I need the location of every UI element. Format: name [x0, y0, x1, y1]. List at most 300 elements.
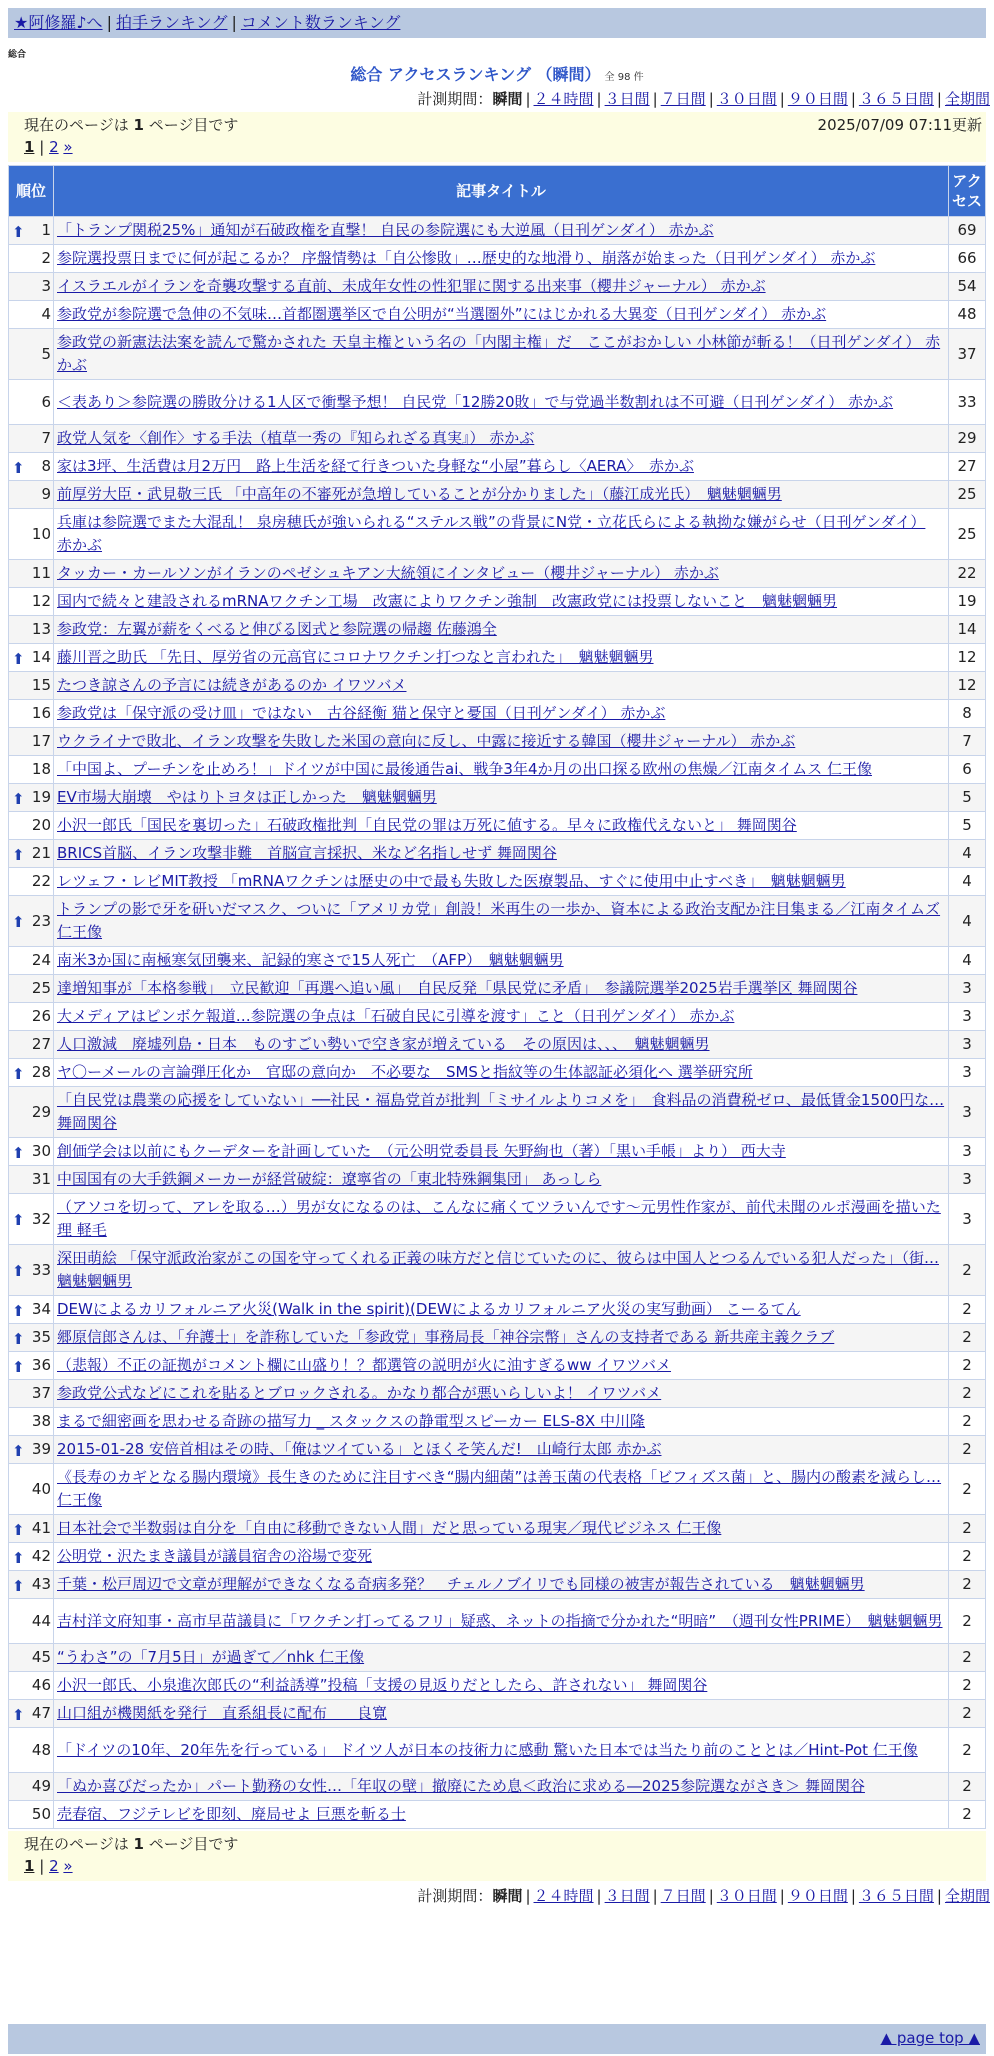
- article-link[interactable]: 吉村洋文府知事・高市早苗議員に「ワクチン打ってるフリ」疑惑、ネットの指摘で分かれた“明暗” （週刊女性PRIME） 魑魅魍魎男: [57, 1611, 943, 1630]
- article-link[interactable]: 売春宿、フジテレビを即刻、廃局せよ 巨悪を斬る士: [57, 1805, 406, 1823]
- title-cell: [54, 1194, 949, 1245]
- article-link[interactable]: 参院選投票日までに何が起こるか？ 序盤情勢は「自公惨敗」…歴史的な地滑り、崩落が始まった（日刊ゲンダイ） 赤かぶ: [57, 249, 876, 267]
- page-info-bottom: [8, 1831, 986, 1881]
- rank-number: 9: [41, 485, 51, 503]
- table-row: [9, 380, 986, 425]
- article-link[interactable]: 創価学会は以前にもクーデターを計画していた （元公明党委員長 矢野絢也（著）「黒い手帳」より） 西大寺: [57, 1142, 786, 1160]
- title-cell: [54, 756, 949, 784]
- title-cell: [54, 453, 949, 481]
- title-cell: [54, 1245, 949, 1296]
- home-link[interactable]: ★阿修羅♪へ: [14, 13, 103, 32]
- item-count: 全 98 件: [604, 72, 644, 83]
- title-cell: [54, 784, 949, 812]
- title-cell: [54, 1728, 949, 1773]
- rank-cell: [9, 1571, 54, 1599]
- rank-number: 40: [31, 1479, 51, 1498]
- title-cell: [54, 1166, 949, 1194]
- rank-number: 8: [41, 457, 51, 475]
- period-option-5[interactable]: ９０日間: [787, 90, 848, 108]
- title-cell: [54, 1380, 949, 1408]
- table-row: [9, 481, 986, 509]
- article-link[interactable]: 千葉・松戸周辺で文章が理解ができなくなる奇病多発？ チェルノブイリでも同様の被害が報告されている 魑魅魍魎男: [57, 1575, 865, 1593]
- article-link[interactable]: EV市場大崩壊 やはりトヨタは正しかった 魑魅魍魎男: [57, 788, 437, 806]
- comment-ranking-link[interactable]: コメント数ランキング: [240, 13, 401, 32]
- rank-cell: [9, 975, 54, 1003]
- rank-cell: [9, 1801, 54, 1829]
- rank-number: 29: [31, 1102, 51, 1121]
- rank-cell: [9, 1380, 54, 1408]
- access-count: 12: [949, 672, 986, 700]
- rank-cell: [9, 1087, 54, 1138]
- article-link[interactable]: 参政党は「保守派の受け皿」ではない 古谷経衡 猫と保守と憂国（日刊ゲンダイ） 赤かぶ: [57, 704, 666, 722]
- table-row: [9, 1515, 986, 1543]
- rank-cell: [9, 481, 54, 509]
- access-count: 5: [949, 812, 986, 840]
- table-row: [9, 1599, 986, 1644]
- article-link[interactable]: レツェフ・レビMIT教授 「mRNAワクチンは歴史の中で最も失敗した医療製品、すぐに使用中止すべき」 魑魅魍魎男: [57, 872, 846, 890]
- title-cell: [54, 896, 949, 947]
- rank-cell: [9, 509, 54, 560]
- rank-cell: [9, 1599, 54, 1644]
- rank-cell: [9, 273, 54, 301]
- up-arrow-icon: ⬆: [12, 1064, 25, 1083]
- rank-cell: [9, 840, 54, 868]
- rank-cell: [9, 1644, 54, 1672]
- up-arrow-icon: ⬆: [12, 845, 25, 864]
- article-link[interactable]: 参政党公式などにこれを貼るとブロックされる。かなり都合が悪いらしいよ！ イワツバメ: [57, 1384, 662, 1402]
- rank-cell: [9, 896, 54, 947]
- article-link[interactable]: 中国国有の大手鉄鋼メーカーが経営破綻：遼寧省の「東北特殊鋼集団」 あっしら: [57, 1170, 602, 1188]
- access-count: 2: [949, 1408, 986, 1436]
- title-cell: [54, 975, 949, 1003]
- table-row: [9, 672, 986, 700]
- article-link[interactable]: トランプの影で牙を研いだマスク、ついに「アメリカ党」創設！米再生の一歩か、資本による政治支配か注目集まる／江南タイムズ 仁王像: [57, 900, 941, 941]
- article-link[interactable]: “うわさ”の「7月5日」が過ぎて／nhk 仁王像: [57, 1648, 365, 1666]
- access-count: 2: [949, 1380, 986, 1408]
- table-row: [9, 1380, 986, 1408]
- period-option-2[interactable]: ３日間: [604, 1887, 650, 1905]
- title-cell: [54, 947, 949, 975]
- rank-number: 13: [31, 620, 51, 638]
- access-count: 3: [949, 1031, 986, 1059]
- period-option-0: 瞬間: [492, 1887, 523, 1905]
- article-link[interactable]: 人口激減 廃墟列島・日本 ものすごい勢いで空き家が増えている その原因は、、、 魑魅魍魎男: [57, 1035, 710, 1053]
- table-row: [9, 812, 986, 840]
- article-link[interactable]: 「トランプ関税25%」通知が石破政権を直撃！ 自民の参院選にも大逆風（日刊ゲンダイ） 赤かぶ: [57, 221, 714, 239]
- rank-number: 37: [31, 1384, 51, 1402]
- top-nav-bar: [8, 8, 986, 38]
- up-arrow-icon: ⬆: [12, 458, 25, 477]
- table-row: [9, 1059, 986, 1087]
- up-arrow-icon: ⬆: [12, 1520, 25, 1539]
- table-row: [9, 301, 986, 329]
- period-option-7[interactable]: 全期間: [944, 90, 990, 108]
- period-separator: |: [525, 90, 531, 108]
- rank-cell: [9, 560, 54, 588]
- page-info-top: [8, 112, 986, 162]
- title-cell: [54, 329, 949, 380]
- rank-cell: [9, 1296, 54, 1324]
- rank-number: 27: [31, 1035, 51, 1053]
- rank-number: 38: [31, 1412, 51, 1430]
- table-row: [9, 1644, 986, 1672]
- page-2-link[interactable]: 2: [49, 138, 59, 156]
- table-row: [9, 1571, 986, 1599]
- article-link[interactable]: 政党人気を〈創作〉する手法（植草一秀の『知られざる真実』） 赤かぶ: [57, 429, 535, 447]
- article-link[interactable]: 兵庫は参院選でまた大混乱！ 泉房穂氏が強いられる“ステルス戦”の背景にN党・立花氏らによる執拗な嫌がらせ（日刊ゲンダイ） 赤かぶ: [57, 513, 926, 554]
- access-count: 2: [949, 1672, 986, 1700]
- title-cell: [54, 1599, 949, 1644]
- article-link[interactable]: 南米3か国に南極寒気団襲来、記録的寒さで15人死亡 （AFP） 魑魅魍魎男: [57, 951, 564, 969]
- rank-number: 6: [41, 392, 51, 411]
- page-1-current: 1: [24, 1857, 35, 1875]
- access-count: 27: [949, 453, 986, 481]
- rank-number: 35: [31, 1328, 51, 1346]
- article-link[interactable]: （アソコを切って、アレを取る…）男が女になるのは、こんなに痛くてツラいんです〜元男性作家が、前代未聞のルポ漫画を描いた理 軽毛: [57, 1198, 941, 1239]
- article-link[interactable]: 「中国よ、プーチンを止めろ！」ドイツが中国に最後通告ai、戦争3年4か月の出口探る欧州の焦燥／江南タイムス 仁王像: [57, 760, 872, 778]
- table-row: [9, 1408, 986, 1436]
- title-cell: [54, 301, 949, 329]
- rank-number: 43: [31, 1575, 51, 1593]
- rank-number: 42: [31, 1547, 51, 1565]
- article-link[interactable]: 《長寿のカギとなる腸内環境》長生きのために注目すべき“腸内細菌”は善玉菌の代表格「ビフィズス菌」と、腸内の酸素を減らし… 仁王像: [57, 1468, 942, 1509]
- rank-number: 31: [31, 1170, 51, 1188]
- table-row: [9, 1296, 986, 1324]
- title-cell: [54, 700, 949, 728]
- access-count: 6: [949, 756, 986, 784]
- period-separator: |: [850, 1887, 856, 1905]
- table-row: [9, 947, 986, 975]
- table-row: [9, 273, 986, 301]
- access-count: 48: [949, 301, 986, 329]
- access-count: 2: [949, 1324, 986, 1352]
- access-count: 2: [949, 1436, 986, 1464]
- title-cell: [54, 1087, 949, 1138]
- title-cell: [54, 245, 949, 273]
- period-option-2[interactable]: ３日間: [604, 90, 650, 108]
- title-cell: [54, 1801, 949, 1829]
- access-count: 25: [949, 481, 986, 509]
- up-arrow-icon: ⬆: [12, 1441, 25, 1460]
- rank-number: 49: [31, 1777, 51, 1795]
- nav-separator: |: [231, 13, 237, 32]
- table-row: [9, 217, 986, 245]
- rank-cell: [9, 784, 54, 812]
- period-option-3[interactable]: ７日間: [660, 1887, 706, 1905]
- table-row: [9, 560, 986, 588]
- article-link[interactable]: 達増知事が「本格参戦」 立民歓迎「再選へ追い風」 自民反発「県民党に矛盾」 参議院選挙2025岩手選挙区 舞岡関谷: [57, 979, 858, 997]
- title-cell: [54, 380, 949, 425]
- rank-cell: [9, 329, 54, 380]
- article-link[interactable]: たつき諒さんの予言には続きがあるのか イワツバメ: [57, 676, 407, 694]
- period-label: 計測期間：: [417, 1887, 493, 1905]
- article-link[interactable]: 深田萌絵 「保守派政治家がこの国を守ってくれる正義の味方だと信じていたのに、彼らは中国人とつるんでいる犯人だった」（街… 魑魅魍魎男: [57, 1249, 939, 1290]
- next-page-link[interactable]: »: [63, 1857, 73, 1875]
- access-count: 2: [949, 1245, 986, 1296]
- footer-bar: [8, 2024, 986, 2054]
- title-cell: [54, 1571, 949, 1599]
- title-cell: [54, 1700, 949, 1728]
- article-link[interactable]: 公明党・沢たまき議員が議員宿舎の浴場で変死: [57, 1547, 373, 1565]
- rank-cell: [9, 1543, 54, 1571]
- title-cell: [54, 425, 949, 453]
- rank-number: 39: [31, 1440, 51, 1458]
- rank-number: 5: [41, 344, 51, 363]
- access-count: 29: [949, 425, 986, 453]
- title-cell: [54, 616, 949, 644]
- rank-number: 47: [31, 1704, 51, 1722]
- access-count: 2: [949, 1700, 986, 1728]
- period-separator: |: [936, 90, 942, 108]
- access-count: 4: [949, 840, 986, 868]
- table-row: [9, 868, 986, 896]
- rank-number: 46: [31, 1676, 51, 1694]
- title-cell: [54, 217, 949, 245]
- table-row: [9, 1801, 986, 1829]
- period-option-1[interactable]: ２４時間: [533, 90, 594, 108]
- period-option-1[interactable]: ２４時間: [533, 1887, 594, 1905]
- access-count: 3: [949, 1138, 986, 1166]
- rank-cell: [9, 1515, 54, 1543]
- period-separator: |: [708, 90, 714, 108]
- article-link[interactable]: 小沢一郎氏「国民を裏切った」石破政権批判「自民党の罪は万死に値する。早々に政権代えないと」 舞岡関谷: [57, 816, 797, 834]
- title-cell: [54, 840, 949, 868]
- rank-number: 7: [41, 429, 51, 447]
- col-access-header: アクセス: [949, 166, 986, 217]
- page-top-link[interactable]: ▲ page top ▲: [880, 2029, 980, 2047]
- period-option-7[interactable]: 全期間: [944, 1887, 990, 1905]
- article-link[interactable]: 山口組が機関紙を発行 直系組長に配布 良寛: [57, 1704, 388, 1722]
- category-label: 総合: [8, 50, 27, 60]
- access-count: 3: [949, 975, 986, 1003]
- applause-ranking-link[interactable]: 拍手ランキング: [115, 13, 228, 32]
- rank-cell: [9, 380, 54, 425]
- access-count: 2: [949, 1464, 986, 1515]
- title-cell: [54, 1543, 949, 1571]
- current-page-text: 現在のページは 1 ページ目です: [24, 1835, 239, 1853]
- period-option-0: 瞬間: [492, 90, 523, 108]
- article-link[interactable]: 「ぬか喜びだったか」パート勤務の女性…「年収の壁」撤廃にため息＜政治に求める―2025参院選ながさき＞ 舞岡関谷: [57, 1777, 865, 1795]
- article-link[interactable]: ＜表あり＞参院選の勝敗分ける1人区で衝撃予想！ 自民党「12勝20敗」で与党過半数割れは不可避（日刊ゲンダイ） 赤かぶ: [57, 392, 894, 411]
- article-link[interactable]: 郷原信郎さんは、「弁護士」を詐称していた「参政党」事務局長「神谷宗幣」さんの支持者である 新共産主義クラブ: [57, 1328, 835, 1346]
- up-arrow-icon: ⬆: [12, 1143, 25, 1162]
- period-option-4[interactable]: ３０日間: [716, 1887, 777, 1905]
- rank-number: 10: [31, 524, 51, 543]
- rank-number: 1: [41, 221, 51, 239]
- access-count: 19: [949, 588, 986, 616]
- article-link[interactable]: 参政党が参院選で急伸の不気味…首都圏選挙区で自公明が“当選圏外”にはじかれる大異変（日刊ゲンダイ） 赤かぶ: [57, 305, 827, 323]
- period-option-6[interactable]: ３６５日間: [858, 1887, 934, 1905]
- rank-cell: [9, 1166, 54, 1194]
- rank-number: 44: [31, 1611, 51, 1630]
- rank-number: 22: [31, 872, 51, 890]
- article-link[interactable]: 「自民党は農業の応援をしていない」──社民・福島党首が批判「ミサイルよりコメを」 食料品の消費税ゼロ、最低賃金1500円な… 舞岡関谷: [57, 1091, 945, 1132]
- article-link[interactable]: 大メディアはピンボケ報道…参院選の争点は「石破自民に引導を渡す」こと（日刊ゲンダイ） 赤かぶ: [57, 1007, 735, 1025]
- pager-bottom: 1 | 2 »: [24, 1857, 73, 1875]
- table-row: [9, 756, 986, 784]
- title-cell: [54, 273, 949, 301]
- rank-cell: [9, 1728, 54, 1773]
- rank-cell: [9, 672, 54, 700]
- ranking-table: [8, 165, 986, 1829]
- rank-number: 32: [31, 1209, 51, 1228]
- rank-number: 4: [41, 305, 51, 323]
- access-count: 2: [949, 1543, 986, 1571]
- table-row: [9, 1773, 986, 1801]
- period-option-5[interactable]: ９０日間: [787, 1887, 848, 1905]
- rank-cell: [9, 947, 54, 975]
- title-cell: [54, 1296, 949, 1324]
- rank-cell: [9, 1408, 54, 1436]
- article-link[interactable]: BRICS首脳、イラン攻撃非難 首脳宣言採択、米など名指しせず 舞岡関谷: [57, 844, 557, 862]
- article-link[interactable]: 小沢一郎氏、小泉進次郎氏の“利益誘導”投稿「支援の見返りだとしたら、許されない」 舞岡関谷: [57, 1676, 708, 1694]
- table-row: [9, 1324, 986, 1352]
- rank-cell: [9, 812, 54, 840]
- access-count: 3: [949, 1003, 986, 1031]
- access-count: 2: [949, 1728, 986, 1773]
- article-link[interactable]: ウクライナで敗北、イラン攻撃を失敗した米国の意向に反し、中露に接近する韓国（櫻井ジャーナル） 赤かぶ: [57, 732, 796, 750]
- up-arrow-icon: ⬆: [12, 1548, 25, 1567]
- title-cell: [54, 1324, 949, 1352]
- article-link[interactable]: 前厚労大臣・武見敬三氏 「中高年の不審死が急増していることが分かりました」（藤江成光氏） 魑魅魍魎男: [57, 485, 782, 503]
- table-header-row: [9, 166, 986, 217]
- rank-cell: [9, 245, 54, 273]
- table-row: [9, 784, 986, 812]
- table-row: [9, 840, 986, 868]
- period-separator: |: [708, 1887, 714, 1905]
- rank-cell: [9, 616, 54, 644]
- access-count: 37: [949, 329, 986, 380]
- rank-cell: [9, 644, 54, 672]
- table-row: [9, 1138, 986, 1166]
- article-link[interactable]: DEWによるカリフォルニア火災(Walk in the spirit)(DEWによるカリフォルニア火災の実写動画） こーるてん: [57, 1300, 801, 1318]
- article-link[interactable]: 2015-01-28 安倍首相はその時、「俺はツイている」とほくそ笑んだ! 山崎行太郎 赤かぶ: [57, 1440, 662, 1458]
- nav-separator: |: [106, 13, 112, 32]
- table-row: [9, 425, 986, 453]
- rank-cell: [9, 1138, 54, 1166]
- access-count: 14: [949, 616, 986, 644]
- table-row: [9, 1003, 986, 1031]
- period-selector-bottom: [417, 1885, 990, 1906]
- title-cell: [54, 672, 949, 700]
- article-link[interactable]: 家は3坪、生活費は月2万円 路上生活を経て行きついた身軽な“小屋”暮らし〈AERA〉 赤かぶ: [57, 457, 694, 475]
- article-link[interactable]: 参政党の新憲法法案を読んで驚かされた 天皇主権という名の「内閣主権」だ ここがおかしい 小林節が斬る！（日刊ゲンダイ） 赤かぶ: [57, 333, 941, 374]
- rank-number: 19: [31, 788, 51, 806]
- page-2-link[interactable]: 2: [49, 1857, 59, 1875]
- table-row: [9, 700, 986, 728]
- article-link[interactable]: まるで細密画を思わせる奇跡の描写力 _ スタックスの静電型スピーカー ELS-8X 中川隆: [57, 1412, 645, 1430]
- rank-number: 12: [31, 592, 51, 610]
- article-link[interactable]: 「ドイツの10年、20年先を行っている」 ドイツ人が日本の技術力に感動 驚いた日本では当たり前のこととは／Hint-Pot 仁王像: [57, 1740, 918, 1759]
- table-row: [9, 1087, 986, 1138]
- up-arrow-icon: ⬆: [12, 1301, 25, 1320]
- access-count: 4: [949, 947, 986, 975]
- period-separator: |: [525, 1887, 531, 1905]
- access-count: 5: [949, 784, 986, 812]
- period-separator: |: [936, 1887, 942, 1905]
- rank-cell: [9, 1773, 54, 1801]
- article-link[interactable]: （悲報）不正の証拠がコメント欄に山盛り！？都選管の説明が火に油すぎるww イワツバメ: [57, 1356, 672, 1374]
- period-selector-top: [417, 88, 990, 109]
- rank-number: 30: [31, 1142, 51, 1160]
- access-count: 33: [949, 380, 986, 425]
- access-count: 4: [949, 868, 986, 896]
- title-cell: [54, 1672, 949, 1700]
- up-arrow-icon: ⬆: [12, 1211, 25, 1229]
- title-cell: [54, 481, 949, 509]
- title-cell: [54, 509, 949, 560]
- table-row: [9, 616, 986, 644]
- table-row: [9, 1352, 986, 1380]
- rank-number: 26: [31, 1007, 51, 1025]
- rank-number: 20: [31, 816, 51, 834]
- rank-cell: [9, 1031, 54, 1059]
- rank-number: 15: [31, 676, 51, 694]
- page-1-current: 1: [24, 138, 35, 156]
- period-option-4[interactable]: ３０日間: [716, 90, 777, 108]
- access-count: 69: [949, 217, 986, 245]
- rank-cell: [9, 1436, 54, 1464]
- rank-number: 28: [31, 1063, 51, 1081]
- rank-number: 2: [41, 249, 51, 267]
- table-row: [9, 1672, 986, 1700]
- current-page-text: 現在のページは 1 ページ目です: [24, 116, 239, 134]
- title-cell: [54, 1003, 949, 1031]
- table-row: [9, 1194, 986, 1245]
- article-link[interactable]: 国内で続々と建設されるmRNAワクチン工場 改憲によりワクチン強制 改憲政党には投票しないこと 魑魅魍魎男: [57, 592, 838, 610]
- access-count: 2: [949, 1571, 986, 1599]
- title-cell: [54, 1138, 949, 1166]
- rank-number: 36: [31, 1356, 51, 1374]
- next-page-link[interactable]: »: [63, 138, 73, 156]
- rank-cell: [9, 1324, 54, 1352]
- title-cell: [54, 1464, 949, 1515]
- col-rank-header: 順位: [9, 166, 54, 217]
- rank-cell: [9, 700, 54, 728]
- access-count: 2: [949, 1801, 986, 1829]
- access-count: 2: [949, 1773, 986, 1801]
- article-link[interactable]: 日本社会で半数弱は自分を「自由に移動できない人間」だと思っている現実／現代ビジネス 仁王像: [57, 1519, 722, 1537]
- article-link[interactable]: イスラエルがイランを奇襲攻撃する直前、未成年女性の性犯罪に関する出来事（櫻井ジャーナル） 赤かぶ: [57, 277, 766, 295]
- access-count: 2: [949, 1296, 986, 1324]
- rank-cell: [9, 1059, 54, 1087]
- access-count: 3: [949, 1166, 986, 1194]
- period-option-6[interactable]: ３６５日間: [858, 90, 934, 108]
- up-arrow-icon: ⬆: [12, 1357, 25, 1376]
- updated-timestamp: 2025/07/09 07:11更新: [817, 116, 982, 134]
- access-count: 2: [949, 1644, 986, 1672]
- rank-cell: [9, 728, 54, 756]
- period-option-3[interactable]: ７日間: [660, 90, 706, 108]
- title-cell: [54, 1408, 949, 1436]
- up-arrow-icon: ⬆: [12, 789, 25, 808]
- rank-cell: [9, 1003, 54, 1031]
- page-title-line: [0, 62, 994, 85]
- access-count: 66: [949, 245, 986, 273]
- table-row: [9, 588, 986, 616]
- period-separator: |: [779, 90, 785, 108]
- article-link[interactable]: タッカー・カールソンがイランのペゼシュキアン大統領にインタビュー（櫻井ジャーナル） 赤かぶ: [57, 564, 719, 582]
- rank-cell: [9, 1700, 54, 1728]
- article-link[interactable]: 藤川晋之助氏 「先日、厚労省の元高官にコロナワクチン打つなと言われた」 魑魅魍魎男: [57, 648, 654, 666]
- rank-cell: [9, 868, 54, 896]
- article-link[interactable]: ヤ〇ーメールの言論弾圧化か 官邸の意向か 不必要な SMSと指紋等の生体認証必須化へ 選挙研究所: [57, 1063, 753, 1081]
- table-row: [9, 1543, 986, 1571]
- article-link[interactable]: 参政党：左翼が薪をくべると伸びる図式と参院選の帰趨 佐藤鴻全: [57, 620, 497, 638]
- rank-number: 45: [31, 1648, 51, 1666]
- title-cell: [54, 560, 949, 588]
- rank-number: 21: [31, 844, 51, 862]
